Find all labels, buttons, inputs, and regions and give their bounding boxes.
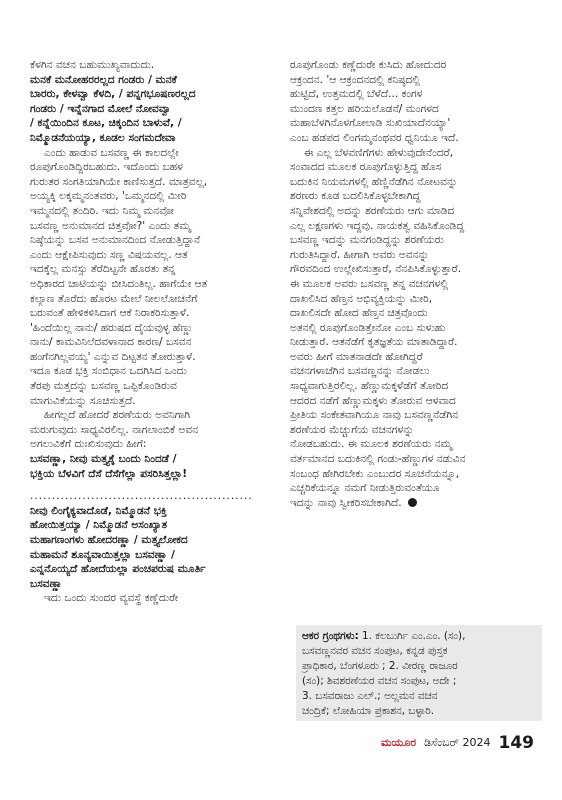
reference-line: (ಸಂ); ಶಿವಶರಣೆಯರ ವಚನ ಸಂಪುಟ, ಅದೇ ; xyxy=(302,675,457,687)
text-line: ವರ್ತಮಾನದ ಬದುಕಿನಲ್ಲಿ ಗಂಡು-ಹೆಣ್ಣುಗಳ ನಡುವಿನ xyxy=(290,453,466,466)
text-line: ಈ ಮೂಲಕ ಅವರು ಬಸವಣ್ಣ ತನ್ನ ವಚನಗಳಲ್ಲಿ xyxy=(290,277,449,290)
text-line: ನಿಷ್ಠೆಯನ್ನು ಬಸವ ಅನುಮಾನದಿಂದ ನೋಡುತ್ತಿದ್ದಾನೆ xyxy=(30,234,201,247)
text-line: ಎಂಬ ಹಡಪದ ಲಿಂಗಮ್ಮನಂಥವರ ಧ್ವನಿಯೂ ಇದೆ. xyxy=(290,131,459,144)
reference-line: 1. ಕಲಬುರ್ಗಿ ಎಂ.ಎಂ. (ಸಂ), xyxy=(358,630,466,642)
text-line: ಶರಣರು ಕೂಡ ಬದಲಿಸಿಕೊಳ್ಳಬೇಕಾಗಿದ್ದ xyxy=(290,190,421,203)
text-line: ಅಗಲುವಿಕೆಗೆ ದುಃಖಿಸುವುದು ಹೀಗೆ: xyxy=(30,438,147,451)
text-line: ಮುಂದಣ ಕತ್ತಲ ಹರಿಯಲೊಡನೆ/ ಮಂಗಳದ xyxy=(290,102,439,115)
text-line: ತೆರಪು ಮತ್ತದನ್ನು ಬಸವಣ್ಣ ಒಪ್ಪಿಕೊಂಡಿರುವ xyxy=(30,380,177,393)
issue-date: ಡಿಸೆಂಬರ್ 2024 xyxy=(424,736,491,749)
text-line: ಎಂದು ಹಾಡುವ ಬಸವಣ್ಣ ಈ ಕಾಲದಲ್ಲೇ xyxy=(44,146,179,159)
text-line: ಆದರದ ನಡೆಗೆ ಹೆಣ್ಣುಮಕ್ಕಳು ತೋರುವ ಆಳವಾದ xyxy=(290,394,456,407)
text-line: ಗುರುತಿಸಿದ್ದಾರೆ. ಹೀಗಾಗಿ ಅವರು ಅವನನ್ನು xyxy=(290,248,430,261)
text-line: ಇದೂ ಕೂಡ ಭಕ್ತಿ ಸಂಬಿಧಾನ ಒದಗಿಸಿದ ಒಂದು xyxy=(30,365,187,378)
text-line: / ಕನ್ನೆಯಿಂದಿನ ಕೂಟ, ಚಿಕ್ಕಂದಿನ ಬಾಳುವೆ, / xyxy=(30,117,182,130)
text-line: ಬಸವಣ್ಣ ಇದನ್ನು ಮನಗಂಡಿದ್ದನ್ನು ಶರಣೆಯರು xyxy=(290,234,444,247)
magazine-logo: ಮಯೂರ xyxy=(381,736,417,749)
reference-line: ಬಸವಣ್ಣನವರ ವಚನ ಸಂಪುಟ, ಕನ್ನಡ ಪುಸ್ತಕ xyxy=(302,645,448,657)
text-line: ನಾನು/ ಕಾಮವಿನಿಲೆದವಳಾನಾದ ಕಾರಣ/ ಬಸವನ xyxy=(30,336,192,349)
text-line: ಶರಣೆಯರ ಮೆಚ್ಚುಗೆಯ ವಚನಗಳನ್ನು xyxy=(290,423,414,436)
text-line: ಮನಕೆ ಮನೋಹರರಲ್ಲದ ಗಂಡರು / ಮನಕೆ xyxy=(30,73,177,86)
text-line: ಎಚ್ಚರಿಕೆಯನ್ನೂ ನಮಗೆ ನೀಡುತ್ತಿರುವಂತೆಯೂ xyxy=(290,482,440,495)
text-line: ಅತನಲ್ಲಿ ರೂಪುಗೊಂಡಿತ್ತೇನೋ ಎಂಬ ಸುಳುಹು xyxy=(290,321,446,334)
text-line: ಇದಕ್ಕೆಲ್ಲ ಮನಸ್ಸು ತೆರೆದಿಟ್ಟನೇ ಹೊರತು ತನ್ನ xyxy=(30,263,176,276)
references-box xyxy=(296,625,542,721)
text-line: ಇಮ್ಮನದಲ್ಲಿ ತಂದಿರಿ. ಇದು ನಿಮ್ಮ ಮನವೋ xyxy=(30,204,175,217)
spacer xyxy=(30,481,282,489)
reference-line: ಚಂದ್ರಿಕೆ; ಲೋಹಿಯಾ ಪ್ರಕಾಶನ, ಬಳ್ಳಾರಿ. xyxy=(302,705,435,717)
text-line: ಸಂವಾದದ ಮೂಲಕ ರೂಪುಗೊಳ್ಳುತ್ತಿದ್ದ ಹೊಸ xyxy=(290,161,442,174)
text-line: ಇದು ಒಂದು ಸುಂದರ ವ್ಯವಸ್ಥೆ ಕಣ್ಣೆದುರೇ xyxy=(44,592,179,605)
page-footer xyxy=(381,732,534,754)
text-line: ಹಂಗೆನಗಿಲ್ಲವಯ್ಯ' ಎನ್ನುವ ದಿಟ್ಟತನ ತೋರುತ್ತಾಳೆ. xyxy=(30,350,196,363)
text-line: ಎಂದು ಆಕ್ಷೇಪಿಸುವುದು ಸಣ್ಣ ವಿಷಯವಲ್ಲ. ಆತ xyxy=(30,248,188,261)
text-line: ಗಂಡರು / ಇನ್ನೆನಗಾದ ಮೋಲೆ ನೋವವ್ವಾ xyxy=(30,102,172,115)
text-line: ಅವರು ಹೀಗೆ ಮಾತನಾಡದೇ ಹೋಗಿದ್ದರೆ xyxy=(290,350,423,363)
reference-line: 3. ಬಸವರಾಜು ಎಲ್.; ಅಲ್ಲಮನ ವಚನ xyxy=(302,690,438,702)
text-line: ಸನ್ನಿವೇಶದಲ್ಲಿ ಅದನ್ನು ಶರಣೆಯರು ಆಗು ಮಾಡಿದ xyxy=(290,204,455,217)
end-bullet-icon xyxy=(408,498,417,507)
text-line: ಭಕ್ತಿಯ ಬೆಳವಿಗೆ ದೆಸೆ ದೆಸೆಗೆಲ್ಲಾ ಪಸರಿಸಿತ್ತಲ್ಲಾ! xyxy=(30,467,188,480)
page-number: 149 xyxy=(498,733,534,753)
left-column xyxy=(30,58,282,606)
text-line: ಸಾಧ್ಯವಾಗುತ್ತಿರಲಿಲ್ಲ. ಹೆಣ್ಣುಮಕ್ಕಳೆಡೆಗೆ ತೋರಿದ xyxy=(290,380,449,393)
text-line: ದಾಖಲಿಸಿದ ಹೆಣ್ತನ ಅಭಿವ್ಯಕ್ತಿಯನ್ನು ಮೀರಿ, xyxy=(290,292,433,305)
text-line: ಹೀಗಲ್ಲದೆ ಹೋದರೆ ಶರಣೆಯರು ಅವನಿಗಾಗಿ xyxy=(44,409,191,422)
text-line: ನೋಡಬಹುದು. ಈ ಮೂಲಕ ಶರಣೆಯರು ನಮ್ಮ xyxy=(290,438,452,451)
text-line: ಬಸವಣ್ಣ ಅನುಮಾನದ ಚಿತ್ತವೋ?' ಎಂದು ತಮ್ಮ xyxy=(30,219,191,232)
text-line: ಮರುಗುವುದು ಸಾಧ್ಯವಿರಲಿಲ್ಲ. ನಾಗಲಾಂಬಿಕೆ ಅವನ xyxy=(30,423,199,436)
text-line: ಬರುವಂತೆ ಹೇಳಿಕಳಿಸಿದಾಗ ಆಕೆ ನಿರಾಕರಿಸುತ್ತಾಳೆ. xyxy=(30,307,190,320)
text-line: 'ಹಿಂದೆಯಿಲ್ಲ ನಾನು/ ಹರುಷದ ದೈಯವುಳ್ಳ ಹೆಣ್ಣು xyxy=(30,321,193,334)
text-line: ಬಸವಣ್ಣಾ, ನೀವು ಮತ್ತ್ಯಕ್ಕೆ ಬಂದು ನಿಂದಡೆ / xyxy=(30,453,177,466)
text-line: ಬಾರರು, ಕೇಳವ್ವಾ ಕೆಳದಿ, / ಪನ್ನಗಭೂಷಣರಲ್ಲದ xyxy=(30,88,196,101)
ellipsis-separator: ................................................... xyxy=(30,490,253,503)
text-line: ಆಕ್ರಂದನ. 'ಆ ಆಕ್ರಂದನದಲ್ಲಿ ಕನಿಷ್ಠದಲ್ಲಿ xyxy=(290,73,421,86)
text-line: ಹುಟ್ಟಿದೆ, ಉತ್ತಮದಲ್ಲಿ ಬೆಳೆದೆ... ಕಂಗಳ xyxy=(290,88,423,101)
text-line: ರೂಪುಗೊಂಡಿದ್ದಿರಬಹುದು. ಇದೊಂದು ಬಹಳ xyxy=(30,161,183,174)
text-line: ಕಲ್ಯಾಣ ತೊರೆದು ಹೊರಟ ಮೇಲೆ ನೀಲಲೋಚನೆಗೆ xyxy=(30,292,198,305)
text-line: ನೀಡುತ್ತಾರೆ. ಆತನೆಡೆಗೆ ಕೃತಜ್ಞತೆಯ ಮಾತಾಡಿದ್ದಾರೆ. xyxy=(290,336,458,349)
reference-line: ಪ್ರಾಧಿಕಾರ, ಬೆಂಗಳೂರು ; 2. ವೀರಣ್ಣ ರಾಜೂರ xyxy=(302,660,458,672)
references-text xyxy=(302,629,536,719)
text-line: ಸಂಬಂಧ ಹೇಗಿರಬೇಕು ಎಂಬುದರ ಸೂಚನೆಯನ್ನೂ, xyxy=(290,467,460,480)
references-heading: ಆಕರ ಗ್ರಂಥಗಳು: xyxy=(302,630,359,642)
text-line: ಮಾಗುವಿಕೆಯನ್ನು ಸೂಚಿಸುತ್ತದೆ. xyxy=(30,394,136,407)
text-line: ನಿಮ್ಮೊಡನೆಯಯ್ಯಾ, ಕೂಡಲ ಸಂಗಮದೇವಾ xyxy=(30,131,176,144)
text-line: ಬದುಕಿನ ನಿಯಮಗಳಲ್ಲಿ ಹೆಣ್ಣಿನೆಡೆಗಿನ ನೋಟವನ್ನು xyxy=(290,175,458,188)
text-line: ಗೌರವದಿಂದ ಉಲ್ಲೇಖಿಸುತ್ತಾರೆ, ನೆನಪಿಸಿಕೊಳ್ಳುತ್ತಾರೆ. xyxy=(290,263,462,276)
text-line: ಅಧಿಕಾರದ ಚಾಟಿಯನ್ನು ಬೀಸಿದಂತಿಲ್ಲ. ಹಾಗೆಯೇ ಆತ xyxy=(30,277,208,290)
text-line: ಎನ್ನನೊಯ್ಯದೆ ಹೋದೆಯಲ್ಲಾ ಪಂಚಪರುಷ ಮೂರ್ತಿ xyxy=(30,563,206,576)
text-line: ಮಹಾಬೆಳಗಿನೊಳಗೋಲಾಡಿ ಸುಖಿಯಾದೆನಯ್ಯಾ' xyxy=(290,117,451,130)
text-line: ಮಹಾಗಣಂಗಳು ಹೋದರಣ್ಣಾ / ಮತ್ತ್ಯಲೋಕದ xyxy=(30,534,188,546)
text-line: ಅಯ್ಯಕ್ಕಿ ಲಕ್ಕಮ್ಮನಂತವರು, 'ಒಮ್ಮನದಲ್ಲಿ ಮೀರಿ xyxy=(30,190,187,203)
text-line: ಹೋಯಿತ್ತಯ್ಯಾ / ನಿಮ್ಮೊಡನೆ ಅಸಂಖ್ಯಾತ xyxy=(30,519,168,532)
text-line: ಈ ಎಲ್ಲ ಬೆಳವಣಿಗೆಗಳು ಹೇಳುವುದೇನೆಂದರೆ, xyxy=(304,146,454,159)
text-line: ರೂಪುಗೊಂಡು ಕಣ್ಣೆದುರೇ ಕುಸಿದು ಹೋದುದರ xyxy=(290,59,447,71)
text-line: ಎಲ್ಲ ಲಕ್ಷಣಗಳು ಇದ್ದವು. ನಾಯಕತ್ವ ವಹಿಸಿಕೊಂಡಿದ್ದ xyxy=(290,219,465,232)
text-line: ವಚನಗಳಾಚೆಗಿನ ಬಸವಣ್ಣನನ್ನು ನೋಡಲು xyxy=(290,365,430,378)
text-line: ಬಸವಣ್ಣಾ xyxy=(30,577,63,590)
text-line: ನೀವು ಲಿಂಗೈಕ್ಯವಾದೊಡೆ, ನಿಮ್ಮೊಡನೆ ಭಕ್ತಿ xyxy=(30,504,167,517)
text-line: ಕೆಳಗಿನ ವಚನ ಬಹುಮುಖ್ಯವಾದುದು. xyxy=(30,59,155,71)
text-line: ಗುರುತರ ಸಂಗತಿಯಾಗಿಯೇ ಕಾಣಿಸುತ್ತದೆ. ಮಾತ್ರವಲ್ಲ, xyxy=(30,175,208,188)
text-line: ಇದನ್ನು ನಾವು ಸ್ವೀಕರಿಸಬೇಕಾಗಿದೆ. xyxy=(290,496,542,511)
text-line: ದಾಖಲಿಸದೇ ಹೋದ ಹೆಣ್ತನ ಚಿತ್ರವೊಂದು xyxy=(290,307,428,320)
right-column xyxy=(290,58,542,510)
text-line: ಪ್ರೀತಿಯ ಸಂಕೇತವಾಗಿಯೂ ನಾವು ಬಸವಣ್ಣನೆಡೆಗಿನ xyxy=(290,409,459,422)
text-line: ಮಹಾಮನೆ ಶೂನ್ಯವಾಯಿತ್ತಲ್ಲಾ ಬಸವಣ್ಣಾ / xyxy=(30,548,175,561)
